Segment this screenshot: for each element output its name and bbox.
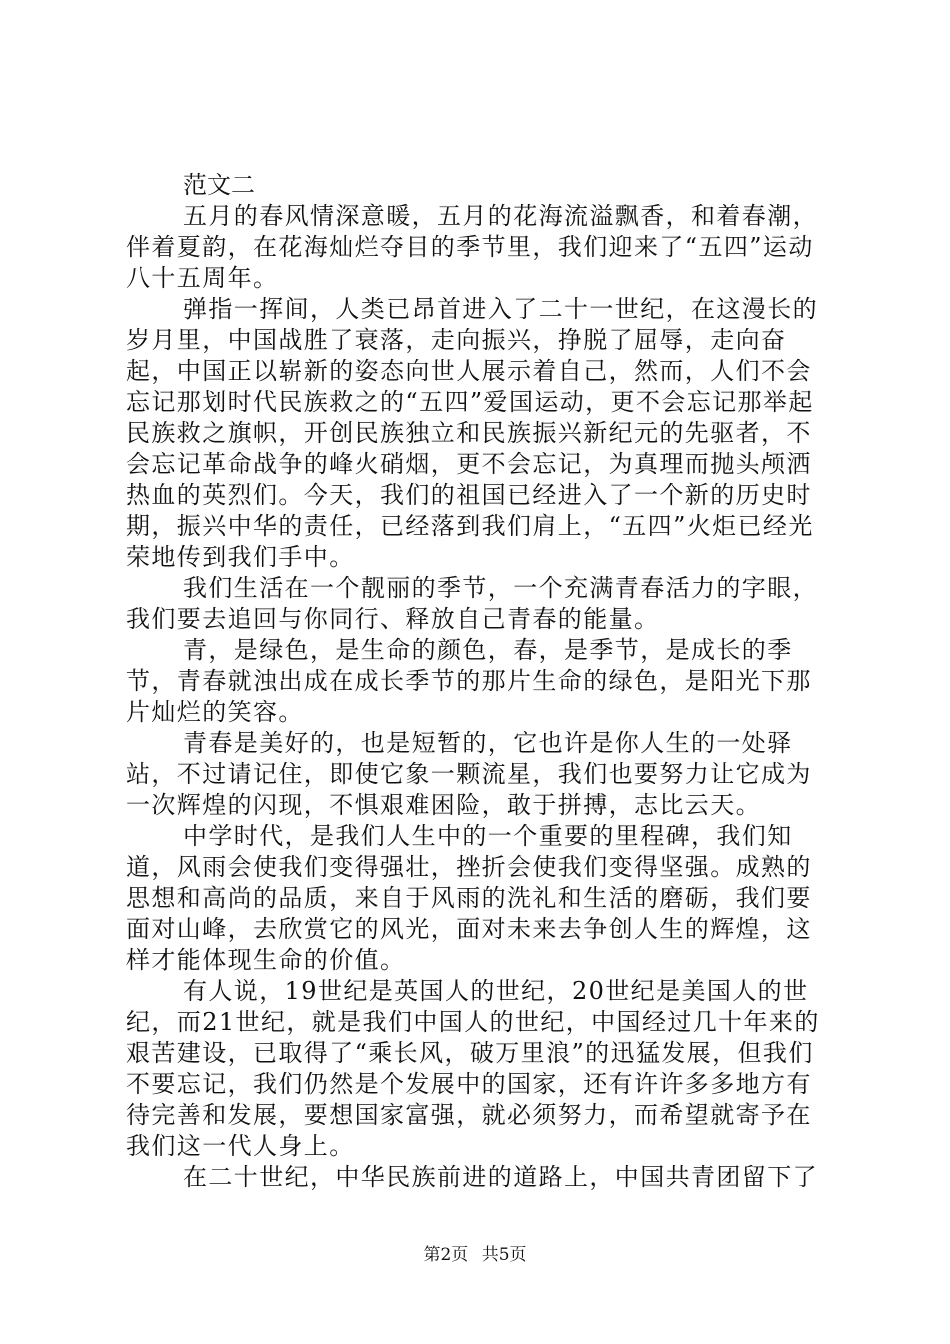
paragraph-2: 弹指一挥间，人类已昂首进入了二十一世纪，在这漫长的岁月里，中国战胜了衰落，走向振兴，挣脱了屈辱，走向奋起，中国正以崭新的姿态向世人展示着自己，然而，人们不会忘记那划时代民族救之的“五四”爱国运动，更不会忘记那举起民族救之旗帜，开创民族独立和民族振兴新纪元的先驱者，不会忘记革命战争的峰火硝烟，更不会忘记，为真理而抛头颅洒热血的英烈们。今天，我们的祖国已经进入了一个新的历史时期，振兴中华的责任，已经落到我们肩上，“五四”火炬已经光荣地传到我们手中。 xyxy=(126,295,818,571)
document-body xyxy=(126,170,832,1193)
paragraph-6: 中学时代，是我们人生中的一个重要的里程碑，我们知道，风雨会使我们变得强壮，挫折会使我们变得坚强。成熟的思想和高尚的品质，来自于风雨的洗礼和生活的磨砺，我们要面对山峰，去欣赏它的风光，面对未来去争创人生的辉煌，这样才能体现生命的价值。 xyxy=(126,822,812,974)
paragraph-8: 在二十世纪，中华民族前进的道路上，中国共青团留下了 xyxy=(183,1163,818,1191)
page-number: 第2页 xyxy=(423,1245,469,1265)
paragraph-7: 有人说，19世纪是英国人的世纪，20世纪是美国人的世纪，而21世纪，就是我们中国人的世纪，中国经过几十年来的艰苦建设，已取得了“乘长风，破万里浪”的迅猛发展，但我们不要忘记，我们仍然是个发展中的国家，还有许许多多地方有待完善和发展，要想国家富强，就必须努力，而希望就寄予在我们这一代人身上。 xyxy=(126,977,820,1160)
paragraph-5: 青春是美好的，也是短暂的，它也许是你人生的一处驿站，不过请记住，即使它象一颗流星，我们也要努力让它成为一次辉煌的闪现，不惧艰难困险，敢于拼搏，志比云天。 xyxy=(126,729,812,819)
paragraph-1: 五月的春风情深意暖，五月的花海流溢飘香，和着春潮，伴着夏韵，在花海灿烂夺目的季节里，我们迎来了“五四”运动八十五周年。 xyxy=(126,202,818,292)
document-heading: 范文二 xyxy=(183,171,255,199)
paragraph-3: 我们生活在一个靓丽的季节，一个充满青春活力的字眼，我们要去追回与你同行、释放自己青春的能量。 xyxy=(126,574,818,633)
page-footer xyxy=(0,1244,950,1266)
page-total: 共5页 xyxy=(481,1245,527,1265)
paragraph-4: 青，是绿色，是生命的颜色，春，是季节，是成长的季节，青春就浊出成在成长季节的那片生命的绿色，是阳光下那片灿烂的笑容。 xyxy=(126,636,812,726)
